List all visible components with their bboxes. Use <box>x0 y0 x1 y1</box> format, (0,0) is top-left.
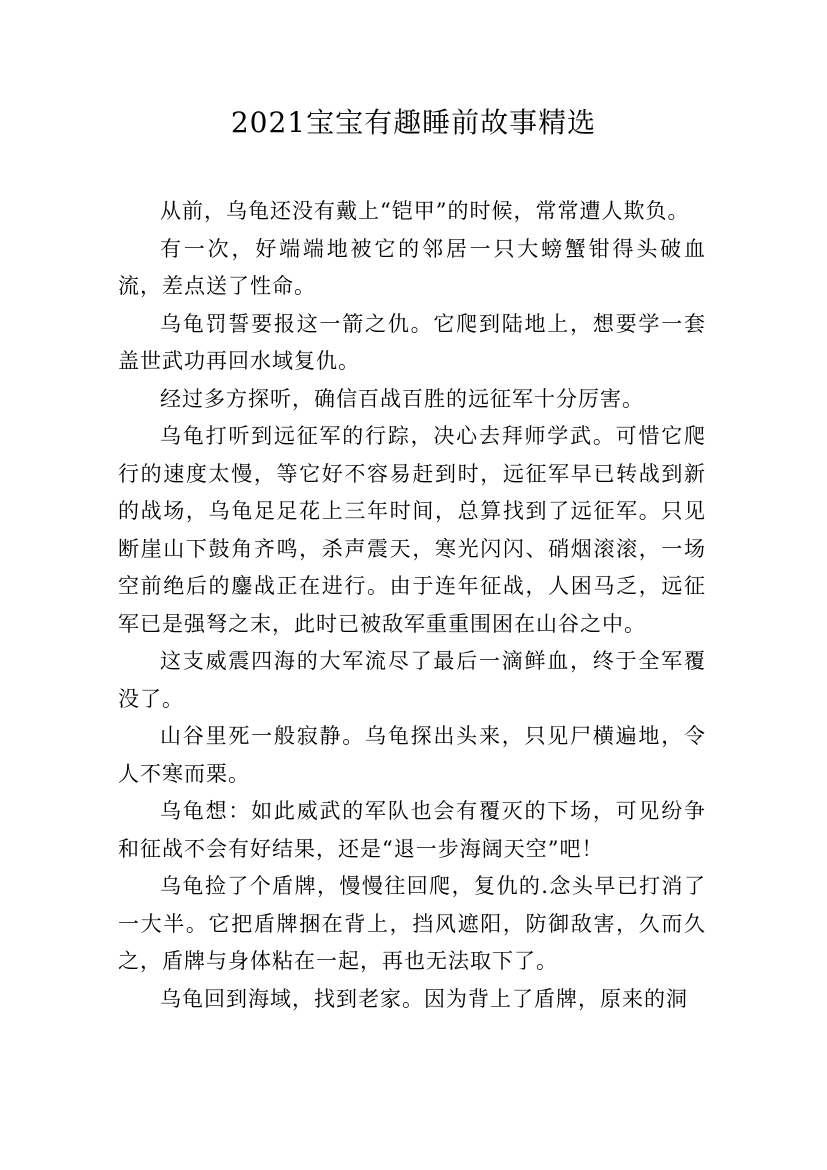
paragraph: 这支威震四海的大军流尽了最后一滴鲜血，终于全军覆没了。 <box>118 649 706 711</box>
document-title: 2021宝宝有趣睡前故事精选 <box>230 106 597 139</box>
paragraph: 从前，乌龟还没有戴上“铠甲”的时候，常常遭人欺负。 <box>160 199 690 223</box>
paragraph: 乌龟打听到远征军的行踪，决心去拜师学武。可惜它爬行的速度太慢，等它好不容易赶到时，远征军早已转战到新的战场，乌龟足足花上三年时间，总算找到了远征军。只见断崖山下鼓角齐鸣，杀声震天，寒光闪闪、硝烟滚滚，一场空前绝后的鏖战正在进行。由于连年征战，人困马乏，远征军已是强弩之末，此时已被敌军重重围困在山谷之中。 <box>118 424 706 636</box>
paragraph: 经过多方探听，确信百战百胜的远征军十分厉害。 <box>160 386 644 411</box>
paragraph: 乌龟罚誓要报这一箭之仇。它爬到陆地上，想要学一套盖世武功再回水域复仇。 <box>118 311 706 373</box>
paragraph: 乌龟回到海域，找到老家。因为背上了盾牌，原来的洞 <box>160 986 688 1011</box>
paragraph: 有一次，好端端地被它的邻居一只大螃蟹钳得头破血流，差点送了性命。 <box>118 236 706 298</box>
document-body <box>118 193 706 1018</box>
paragraph: 乌龟捡了个盾牌，慢慢往回爬，复仇的.念头早已打消了一大半。它把盾牌捆在背上，挡风遮阳，防御敌害，久而久之，盾牌与身体粘在一起，再也无法取下了。 <box>118 874 706 973</box>
paragraph: 乌龟想：如此威武的军队也会有覆灭的下场，可见纷争和征战不会有好结果，还是“退一步海阔天空”吧！ <box>118 799 706 861</box>
paragraph: 山谷里死一般寂静。乌龟探出头来，只见尸横遍地，令人不寒而栗。 <box>118 724 706 786</box>
